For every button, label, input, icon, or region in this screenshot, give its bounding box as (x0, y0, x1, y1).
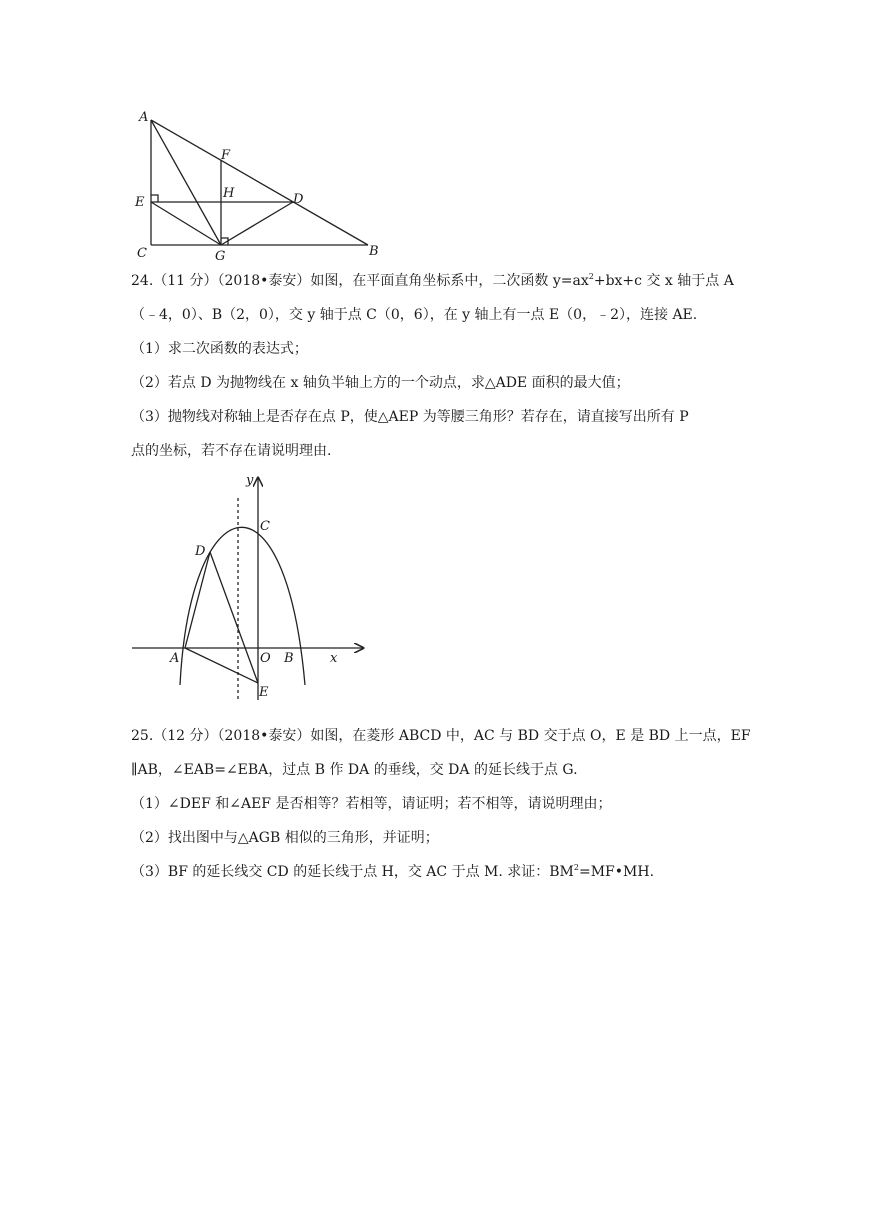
segment-AB (151, 120, 368, 245)
q25-line2: ∥AB，∠EAB=∠EBA，过点 B 作 DA 的垂线，交 DA 的延长线于点 G. (131, 762, 578, 778)
label-O: O (260, 651, 271, 666)
q24-exponent: 2 (588, 272, 594, 281)
q25-part3-post: =MF•MH. (578, 864, 655, 880)
label-B: B (369, 244, 379, 259)
label-D: D (195, 544, 206, 559)
q25-part1: （1）∠DEF 和∠AEF 是否相等？若相等，请证明；若不相等，请说明理由； (131, 796, 612, 812)
q24-line1-pre: 24.（11 分）（2018•泰安）如图，在平面直角坐标系中，二次函数 y=ax (131, 273, 589, 289)
label-y: y (246, 473, 254, 488)
q24-part3-a: （3）抛物线对称轴上是否存在点 P，使△AEP 为等腰三角形？若存在，请直接写出所有 P (131, 409, 689, 425)
q25-part3-pre: （3）BF 的延长线交 CD 的延长线于点 H，交 AC 于点 M. 求证：BM (131, 864, 574, 880)
label-C: C (260, 519, 270, 534)
figure-triangle (125, 105, 395, 265)
q25-part2: （2）找出图中与△AGB 相似的三角形，并证明； (131, 830, 439, 846)
q25-exponent: 2 (573, 863, 579, 872)
q24-line1 (131, 271, 734, 291)
label-B: B (284, 651, 294, 666)
segment-EG (151, 202, 221, 245)
q25-line1: 25.（12 分）（2018•泰安）如图，在菱形 ABCD 中，AC 与 BD 交于点 O，E 是 BD 上一点，EF (131, 728, 751, 744)
label-G: G (215, 249, 226, 264)
right-angle-mark-E (151, 195, 158, 202)
q24-part3-b: 点的坐标，若不存在请说明理由. (131, 443, 332, 459)
segment-AD (185, 552, 210, 648)
segment-AG (151, 120, 221, 245)
segment-GD (221, 202, 293, 245)
q24-line1-post: +bx+c 交 x 轴于点 A (593, 273, 734, 289)
label-C: C (137, 246, 147, 261)
figure-parabola (125, 470, 375, 710)
q24-part2: （2）若点 D 为抛物线在 x 轴负半轴上方的一个动点，求△ADE 面积的最大值； (131, 375, 630, 391)
label-A: A (170, 651, 180, 666)
label-E: E (259, 685, 269, 700)
q24-part1: （1）求二次函数的表达式； (131, 341, 308, 357)
label-E: E (135, 195, 145, 210)
label-F: F (221, 148, 231, 163)
q24-line2: （﹣4，0）、B（2，0），交 y 轴于点 C（0，6），在 y 轴上有一点 E（0，﹣2），连接 AE. (131, 307, 698, 323)
label-D: D (293, 192, 304, 207)
label-H: H (223, 186, 235, 201)
label-x: x (330, 651, 338, 666)
label-A: A (139, 110, 149, 125)
q25-part3 (131, 862, 654, 882)
